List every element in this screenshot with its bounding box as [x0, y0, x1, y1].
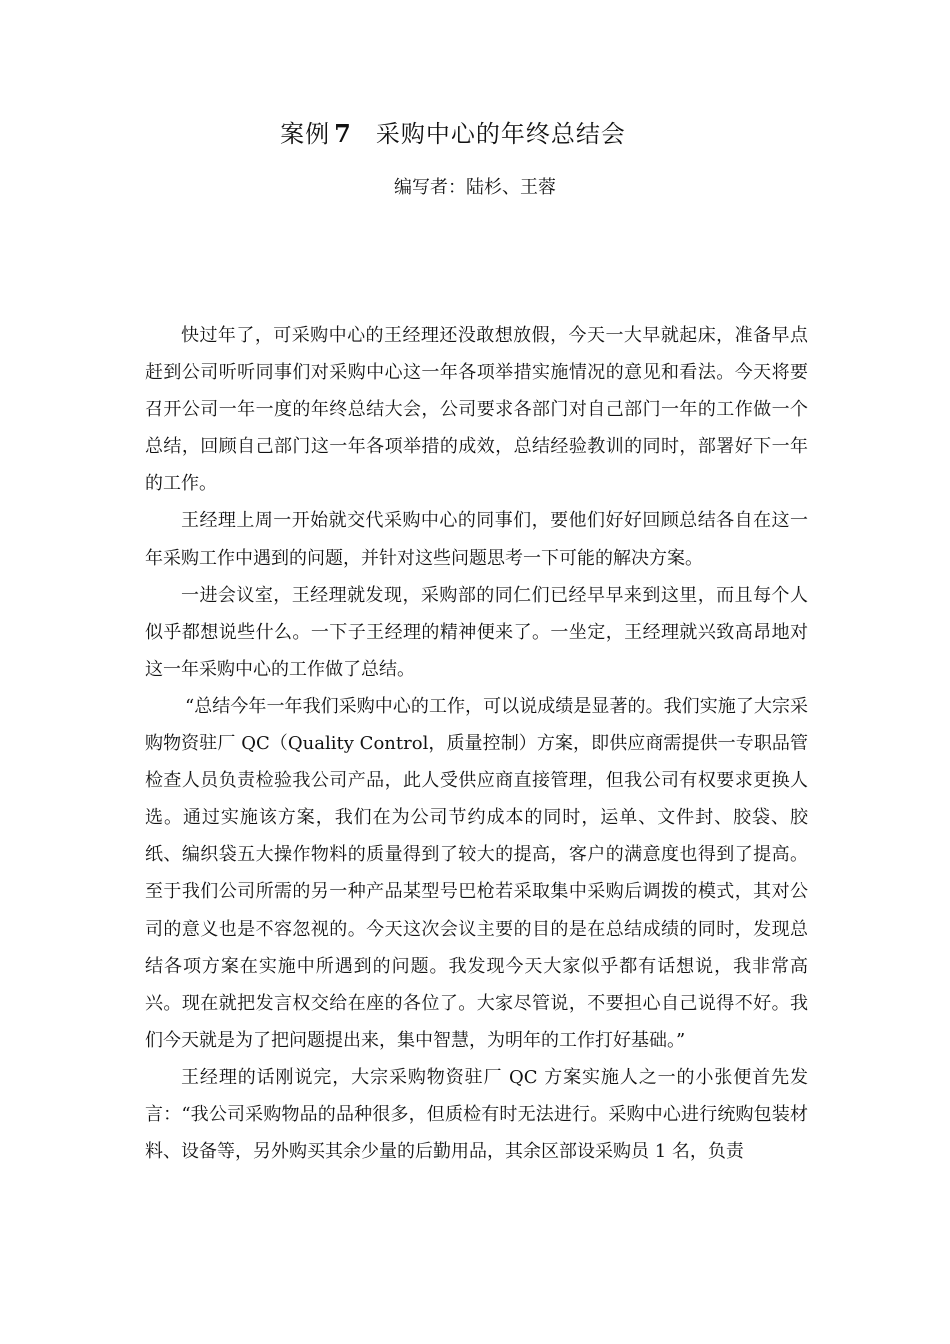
paragraph: “总结今年一年我们采购中心的工作，可以说成绩是显著的。我们实施了大宗采购物资驻厂 QC（Quality Control，质量控制）方案，即供应商需提供一专职品管检查人员负责检验我公司产品，此人受供应商直接管理，但我公司有权要求更换人选。通过实施该方案，我们在为公司节约成本的同时，运单、文件封、胶袋、胶纸、编织袋五大操作物料的质量得到了较大的提高，客户的满意度也得到了提高。至于我们公司所需的另一种产品某型号巴枪若采取集中采购后调拨的模式，其对公司的意义也是不容忽视的。今天这次会议主要的目的是在总结成绩的同时，发现总结各项方案在实施中所遇到的问题。我发现今天大家似乎都有话想说，我非常高兴。现在就把发言权交给在座的各位了。大家尽管说，不要担心自己说得不好。我们今天就是为了把问题提出来，集中智慧，为明年的工作打好基础。”: [145, 695, 808, 1051]
case-title-text: 采购中心的年终总结会: [375, 120, 626, 148]
paragraph: 王经理的话刚说完，大宗采购物资驻厂 QC 方案实施人之一的小张便首先发言：“我公司采购物品的品种很多，但质检有时无法进行。采购中心进行统购包装材料、设备等，另外购买其余少量的后勤用品，其余区部设采购员 1 名，负责: [145, 1066, 808, 1163]
case-title-label: 案例: [280, 120, 331, 148]
case-title-number: 7: [334, 119, 352, 148]
paragraph: 快过年了，可采购中心的王经理还没敢想放假，今天一大早就起床，准备早点赶到公司听听同事们对采购中心这一年各项举措实施情况的意见和看法。今天将要召开公司一年一度的年终总结大会，公司要求各部门对自己部门一年的工作做一个总结，回顾自己部门这一年各项举措的成效，总结经验教训的同时，部署好下一年的工作。: [145, 325, 808, 495]
case-title: [0, 116, 906, 152]
paragraph: 一进会议室，王经理就发现，采购部的同仁们已经早早来到这里，而且每个人似乎都想说些什么。一下子王经理的精神便来了。一坐定，王经理就兴致高昂地对这一年采购中心的工作做了总结。: [145, 584, 808, 680]
author-line: 编写者：陆杉、王蓉: [394, 177, 556, 198]
case-body: [145, 317, 808, 1170]
paragraph: 王经理上周一开始就交代采购中心的同事们，要他们好好回顾总结各自在这一年采购工作中遇到的问题，并针对这些问题思考一下可能的解决方案。: [145, 510, 808, 569]
